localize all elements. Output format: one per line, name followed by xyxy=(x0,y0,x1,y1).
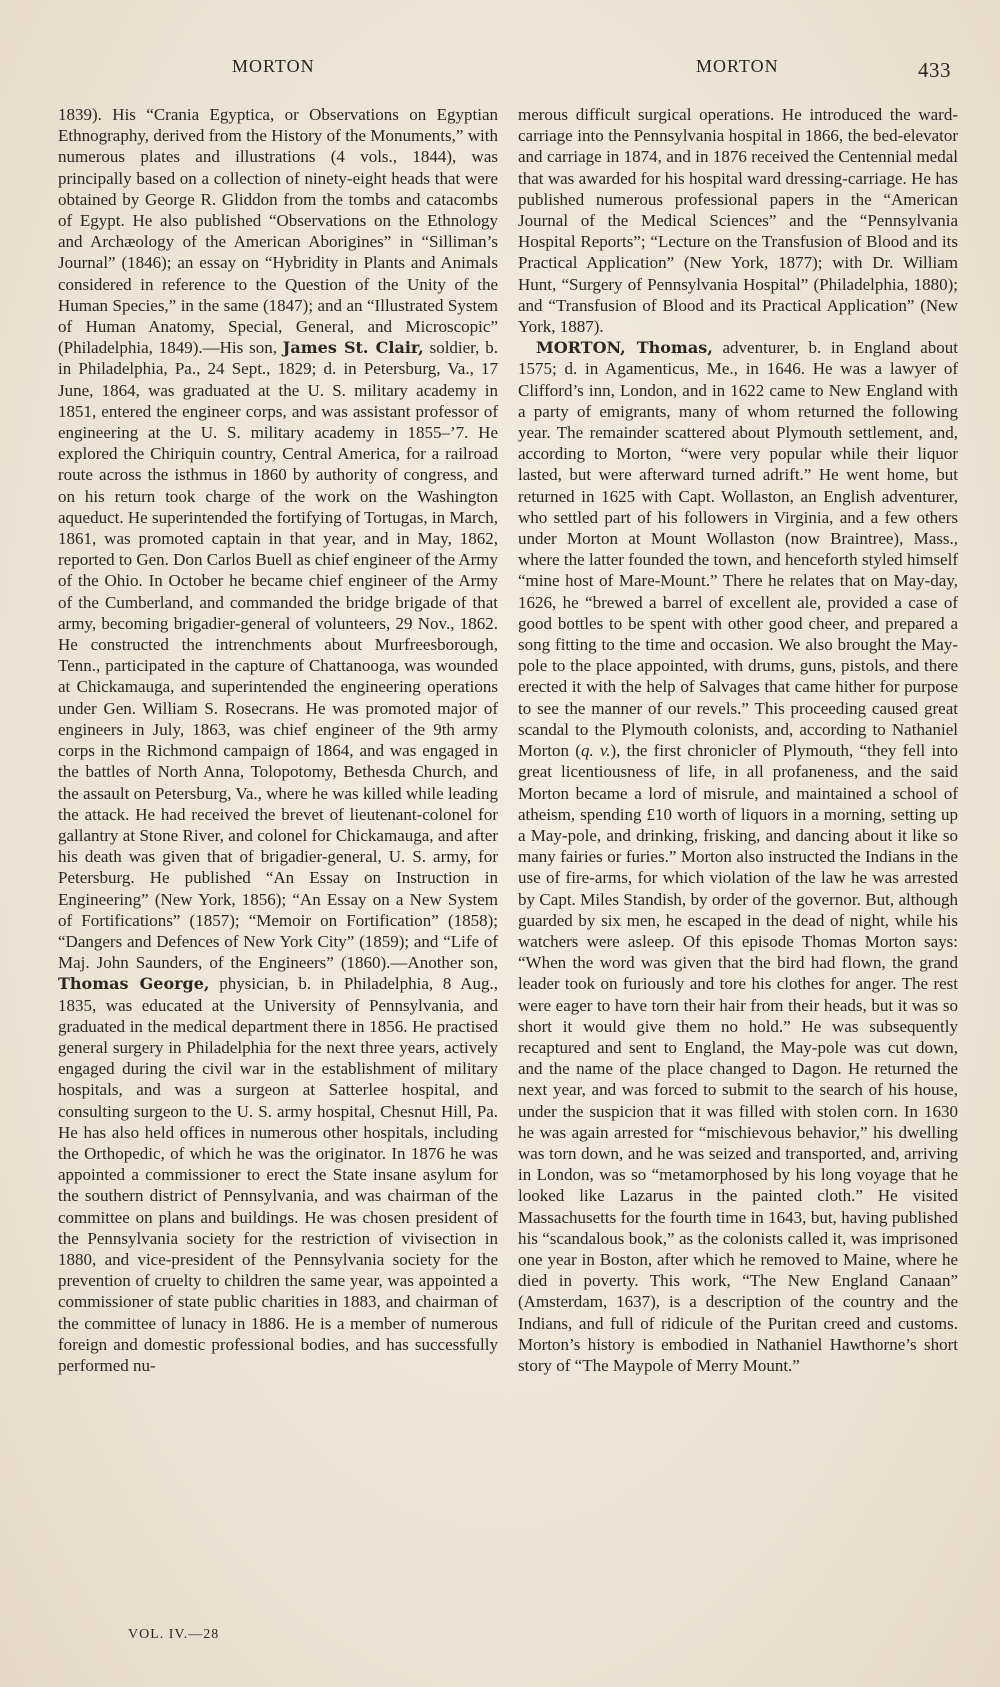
right-text-part-1: adventurer, b. in England about 1575; d. in Agamenticus, Me., in 1646. He was a lawyer of Clifford’s inn, London, and in 1622 came to New England with a party of emigrants, many of whom returned the following year. The remainder scattered about Plymouth settlement, and, according to Morton, “were very popular while their liquor lasted, but were afterward turned adrift.” He went home, but returned in 1625 with Capt. Wollaston, an English adventurer, who settled part of his followers in Virginia, and a few others under Morton at Mount Wollaston (now Braintree), Mass., where the latter founded the town, and henceforth styled himself “mine host of Mare-Mount.” There he relates that on May-day, 1626, he “brewed a barrel of excellent ale, provided a case of good bottles to be spent with other good cheer, and prepared a song fitting to the time and occasion. We also brought the May-pole to the place appointed, with drums, guns, pistols, and there erected it with the help of Salvages that came hither for purpose to see the manner of our revels.” This proceeding caused great scandal to the Plymouth colonists, and, according to Nathaniel Morton ( xyxy=(518,338,958,761)
left-running-head: MORTON xyxy=(232,56,315,76)
right-running-head: MORTON xyxy=(696,56,779,76)
left-text-part-2: soldier, b. in Philadelphia, Pa., 24 Sept., 1829; d. in Petersburg, Va., 17 June, 1864, was graduated at the U. S. military academy in 1851, entered the engineer corps, and was assistant professor of engineering at the U. S. military academy in 1855–’7. He explored the Chiriquin country, Central America, for a railroad route across the isthmus in 1860 by authority of congress, and on his return took charge of the work on the Washington aqueduct. He superintended the fortifying of Tortugas, in March, 1861, was promoted captain in that year, and in May, 1862, reported to Gen. Don Carlos Buell as chief engineer of the Army of the Ohio. In October he became chief engineer of the Army of the Cumberland, and commanded the bridge brigade of that army, becoming brigadier-general of volunteers, 29 Nov., 1862. He constructed the intrenchments about Murfreesborough, Tenn., participated in the capture of Chattanooga, was wounded at Chickamauga, and superintended the engineering operations under Gen. William S. Rosecrans. He was promoted major of engineers in July, 1863, was chief engineer of the 9th army corps in the Richmond campaign of 1864, and was engaged in the battles of North Anna, Tolopotomy, Bethesda Church, and the assault on Petersburg, Va., where he was killed while leading the attack. He had received the brevet of lieutenant-colonel for gallantry at Stone River, and colonel for Chickamauga, and after his death was given that of brigadier-general, U. S. army, for Petersburg. He published “An Essay on Instruction in Engineering” (New York, 1856); “An Essay on a New System of Fortifications” (1857); “Memoir on Fortification” (1858); “Dangers and Defences of New York City” (1859); and “Life of Maj. John Saunders, of the Engineers” (1860).—Another son, xyxy=(58,338,498,973)
entry-name-morton-thomas: MORTON, Thomas, xyxy=(536,338,713,358)
right-column-paragraph-continued: merous difficult surgical operations. He introduced the ward-carriage into the Pennsylvania hospital in 1866, the bed-elevator and carriage in 1874, and in 1876 received the Centennial medal that was awarded for his hospital ward dressing-carriage. He has published numerous professional papers in the “American Journal of the Medical Sciences” and the “Pennsylvania Hospital Reports”; “Lecture on the Transfusion of Blood and its Practical Application” (New York, 1877); with Dr. William Hunt, “Surgery of Pennsylvania Hospital” (Philadelphia, 1880); and “Transfusion of Blood and its Practical Application” (New York, 1887). xyxy=(518,105,958,337)
left-text-part-1: 1839). His “Crania Egyptica, or Observations on Egyptian Ethnography, derived from the History of the Monuments,” with numerous plates and illustrations (4 vols., 1844), was principally based on a collection of ninety-eight heads that were obtained by George R. Gliddon from the tombs and catacombs of Egypt. He also published “Observations on the Ethnology and Archæology of the American Aborigines” in “Silliman’s Journal” (1846); an essay on “Hybridity in Plants and Animals considered in reference to the Question of the Unity of the Human Species,” in the same (1847); and an “Illustrated System of Human Anatomy, Special, General, and Microscopic” (Philadelphia, 1849).—His son, xyxy=(58,105,498,358)
entry-name-james-st-clair: James St. Clair, xyxy=(282,338,424,358)
entry-thomas-morton xyxy=(518,337,958,1376)
signature-mark: VOL. IV.—28 xyxy=(128,1627,220,1642)
right-text-column xyxy=(518,104,958,1376)
qv-reference: q. v. xyxy=(580,741,611,761)
entry-name-thomas-george: Thomas George, xyxy=(58,974,210,994)
left-column-paragraph xyxy=(58,104,498,1376)
running-header xyxy=(0,52,1000,82)
page-number: 433 xyxy=(918,58,951,82)
left-text-column xyxy=(58,104,498,1376)
left-text-part-3: physician, b. in Philadelphia, 8 Aug., 1835, was educated at the University of Pennsylvania, and graduated in the medical department there in 1856. He practised general surgery in Philadelphia for the next three years, actively engaged during the civil war in the establishment of military hospitals, and was a surgeon at Satterlee hospital, and consulting surgeon to the U. S. army hospital, Chesnut Hill, Pa. He has also held offices in numerous other hospitals, including the Orthopedic, of which he was the originator. In 1876 he was appointed a commissioner to erect the State insane asylum for the southern district of Pennsylvania, and was chairman of the committee on plans and buildings. He was chosen president of the Pennsylvania society for the restriction of vivisection in 1880, and vice-president of the Pennsylvania society for the prevention of cruelty to children the same year, was appointed a commissioner of state public charities in 1883, and chairman of the committee of lunacy in 1886. He is a member of numerous foreign and domestic professional bodies, and has successfully performed nu- xyxy=(58,974,498,1375)
right-text-part-2: ), the first chronicler of Plymouth, “they fell into great licentiousness of life, in all profaneness, and the said Morton became a lord of misrule, and maintained a school of atheism, spending £10 worth of liquors in a morning, setting up a May-pole, and drinking, frisking, and dancing about it like so many fairies or furies.” Morton also instructed the Indians in the use of fire-arms, for which violation of the law he was arrested by Capt. Miles Standish, by order of the governor. But, although guarded by six men, he escaped in the dead of night, while his watchers were asleep. Of this episode Thomas Morton says: “When the word was given that the bird had flown, the grand leader took on furiously and tore his clothes for anger. The rest were eager to have torn their hair from their heads, but it was so short it would give them no hold.” He was subsequently recaptured and sent to England, the May-pole was cut down, and the name of the place changed to Dagon. He returned the next year, and was forced to submit to the search of his house, under the suspicion that it was filled with stolen corn. In 1630 he was again arrested for “mischievous behavior,” his dwelling was torn down, and he was seized and transported, and, arriving in London, was so “metamorphosed by his long voyage that he looked like Lazarus in the painted cloth.” He visited Massachusetts for the fourth time in 1643, but, having published his “scandalous book,” as the colonists called it, was imprisoned one year in Boston, after which he removed to Maine, where he died in poverty. This work, “The New England Canaan” (Amsterdam, 1637), is a description of the country and the Indians, and full of ridicule of the Puritan creed and customs. Morton’s history is embodied in Nathaniel Hawthorne’s short story of “The Maypole of Merry Mount.” xyxy=(518,741,958,1375)
